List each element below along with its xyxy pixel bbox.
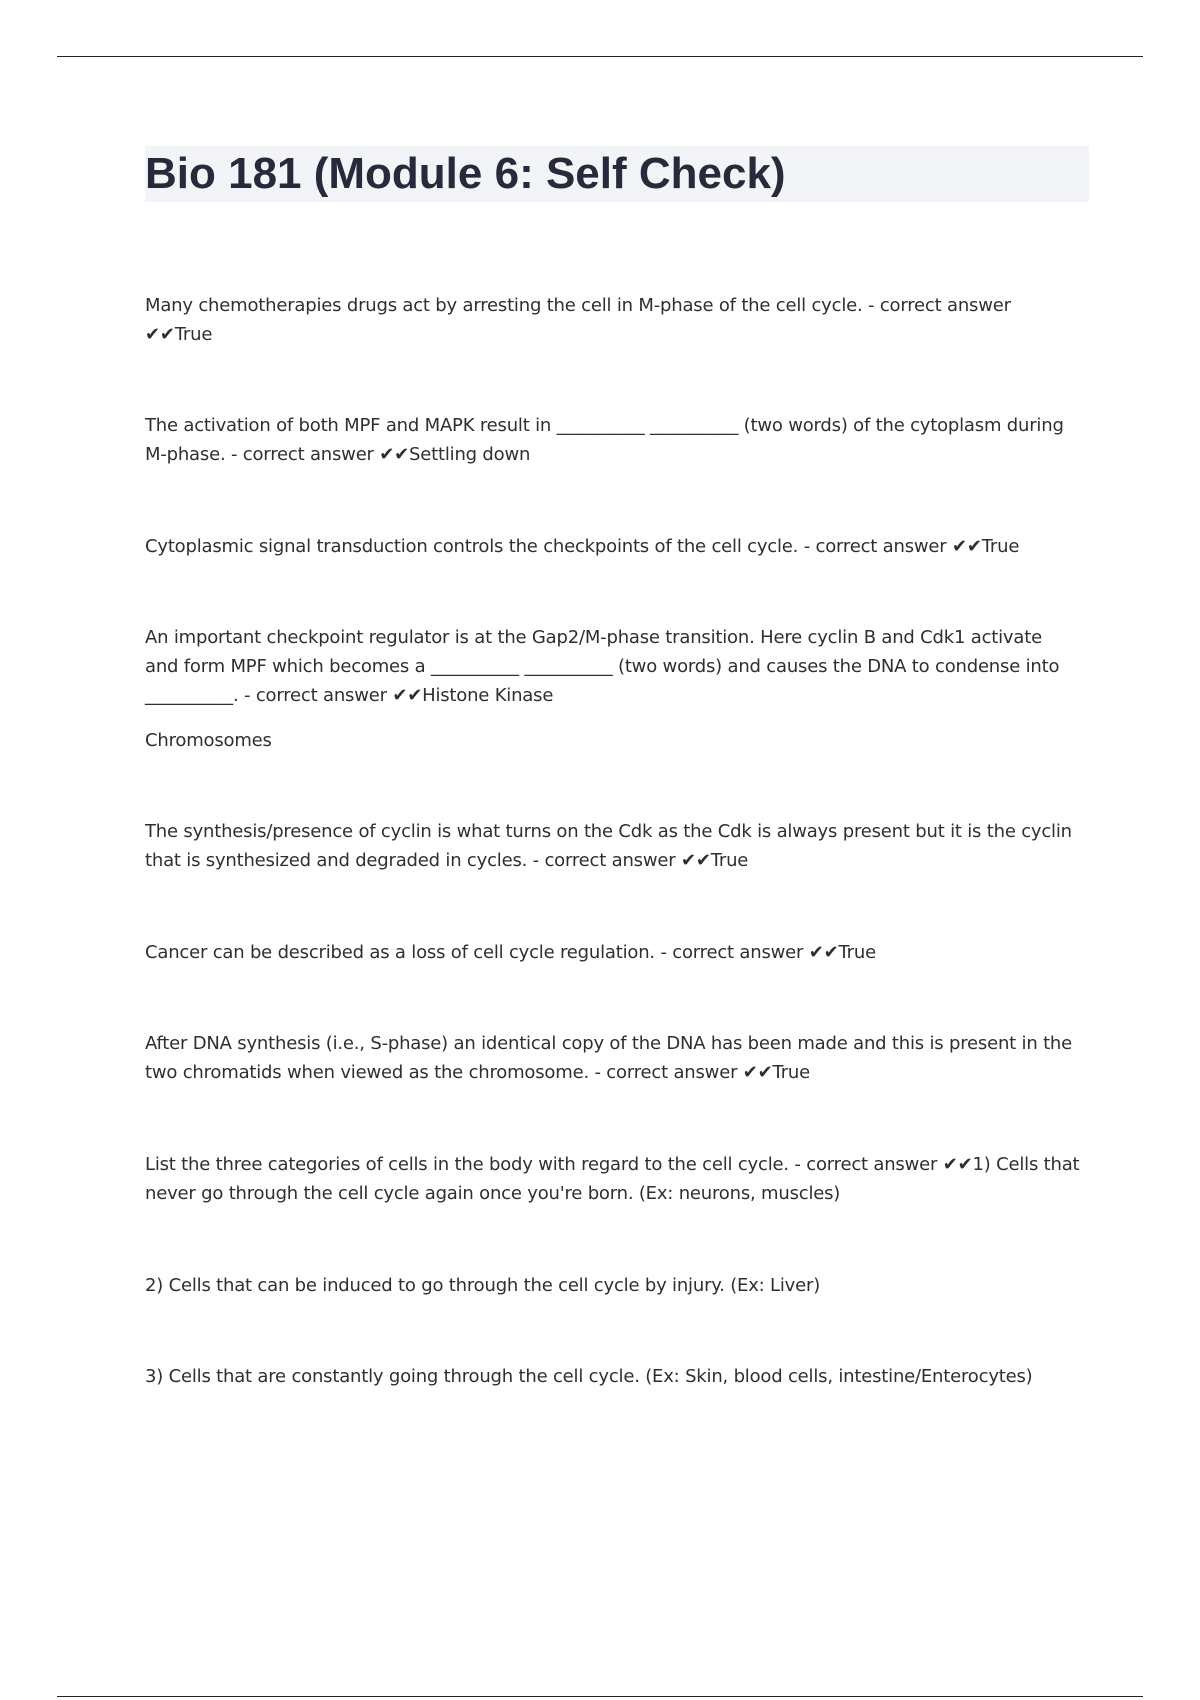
qa-item-8 [145, 1150, 1080, 1208]
answer-text: 2) Cells that can be induced to go through the cell cycle by injury. (Ex: Liver) [145, 1275, 821, 1296]
qa-item-4-continuation [145, 726, 1080, 755]
answer-text: ✔✔True [680, 850, 749, 871]
answer-text: ✔✔Histone Kinase [392, 685, 554, 706]
qa-item-4 [145, 623, 1080, 710]
answer-text: ✔✔True [952, 536, 1020, 557]
answer-text: ✔✔True [145, 324, 213, 345]
question-text: After DNA synthesis (i.e., S-phase) an identical copy of the DNA has been made and this is present in the two chromatids when viewed as the chromosome. - correct answer [145, 1033, 1073, 1083]
answer-text: ✔✔True [742, 1062, 810, 1083]
answer-text: Chromosomes [145, 730, 272, 751]
header-rule [57, 56, 1143, 57]
answer-text: ✔✔True [808, 942, 876, 963]
qa-item-7 [145, 1029, 1080, 1087]
qa-item-2 [145, 411, 1080, 469]
answer-text: ✔✔Settling down [379, 444, 531, 465]
qa-item-5 [145, 817, 1080, 875]
question-text: An important checkpoint regulator is at the Gap2/M-phase transition. Here cyclin B and Cdk1 activate and form MPF which becomes a __________ __________ (two words) and causes the DNA to condense into __________. - correct answer [145, 627, 1060, 706]
qa-item-8-continuation-3 [145, 1362, 1080, 1391]
qa-item-6 [145, 938, 1080, 967]
answer-text: ✔✔1) Cells that never go through the cell cycle again once you're born. (Ex: neurons, muscles) [145, 1154, 1080, 1204]
question-text: Cancer can be described as a loss of cell cycle regulation. - correct answer [145, 942, 809, 963]
answer-text: 3) Cells that are constantly going through the cell cycle. (Ex: Skin, blood cells, intestine/Enterocytes) [145, 1366, 1033, 1387]
question-text: The synthesis/presence of cyclin is what turns on the Cdk as the Cdk is always present but it is the cyclin that is synthesized and degraded in cycles. - correct answer [145, 821, 1072, 871]
question-text: The activation of both MPF and MAPK result in __________ __________ (two words) of the cytoplasm during M-phase. - correct answer [145, 415, 1064, 465]
question-text: Many chemotherapies drugs act by arresting the cell in M-phase of the cell cycle. - correct answer [145, 295, 1011, 316]
document-title: Bio 181 (Module 6: Self Check) [145, 149, 786, 198]
qa-item-3 [145, 532, 1080, 561]
footer-rule [57, 1696, 1143, 1697]
qa-item-8-continuation-2 [145, 1271, 1080, 1300]
question-text: Cytoplasmic signal transduction controls the checkpoints of the cell cycle. - correct answer [145, 536, 953, 557]
qa-item-1 [145, 291, 1080, 349]
question-text: List the three categories of cells in the body with regard to the cell cycle. - correct answer [145, 1154, 943, 1175]
